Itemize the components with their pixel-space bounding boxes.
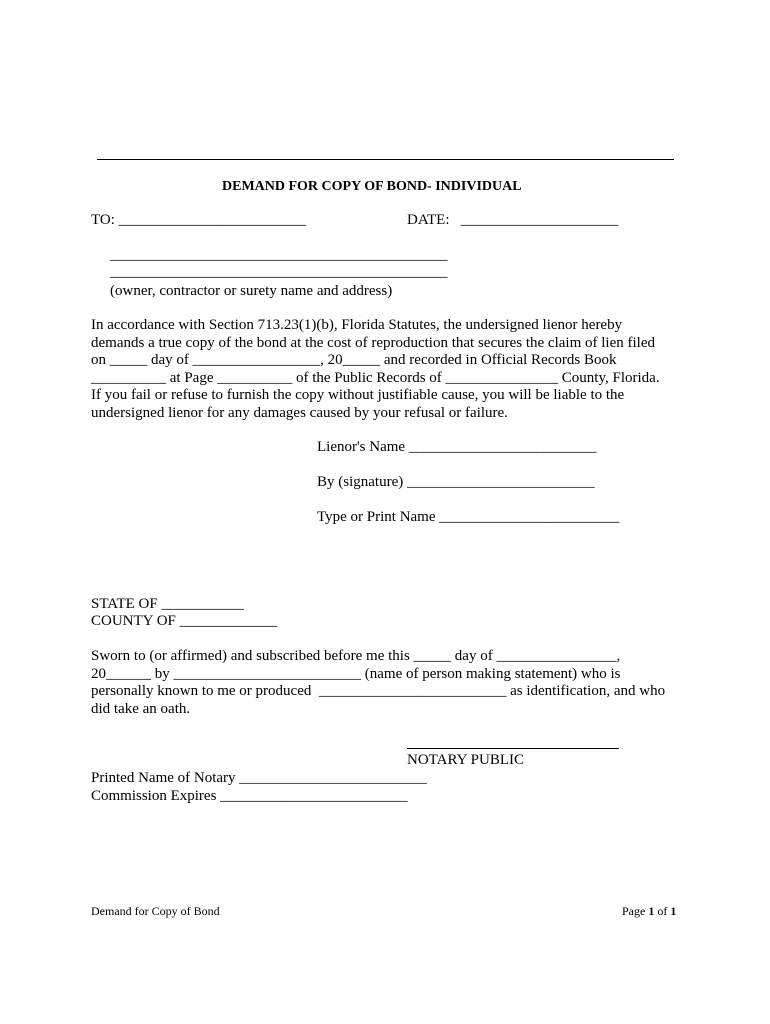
notary-signature-line [407, 748, 619, 749]
county-field: COUNTY OF _____________ [91, 613, 278, 629]
lienor-name-field: Lienor's Name _________________________ [317, 439, 597, 455]
address-blank-line-1: _____________________________________________ [110, 247, 448, 263]
jurat-paragraph [91, 648, 681, 718]
to-field: TO: _________________________ [91, 212, 307, 228]
document-title: DEMAND FOR COPY OF BOND- INDIVIDUAL [222, 179, 522, 194]
signature-field: By (signature) _________________________ [317, 474, 595, 490]
jurat-paragraph-line: personally known to me or produced _________________________ as identification, and who [91, 683, 666, 699]
demand-paragraph-line: If you fail or refuse to furnish the copy without justifiable cause, you will be liable to the [91, 387, 625, 403]
notary-public-label: NOTARY PUBLIC [407, 752, 525, 768]
state-field: STATE OF ___________ [91, 596, 244, 612]
demand-paragraph-line: demands a true copy of the bond at the cost of reproduction that secures the claim of lien filed [91, 334, 655, 351]
jurat-paragraph-line: Sworn to (or affirmed) and subscribed before me this _____ day of ________________, [91, 648, 621, 664]
address-caption: (owner, contractor or surety name and address) [110, 283, 393, 299]
demand-paragraph [91, 317, 681, 422]
demand-paragraph-line: undersigned lienor for any damages caused by your refusal or failure. [91, 404, 508, 421]
address-blank-line-2: _____________________________________________ [110, 264, 448, 280]
jurat-paragraph-line: 20______ by _________________________ (name of person making statement) who is [91, 665, 621, 682]
page-prefix: Page [622, 904, 649, 918]
footer-page-number [622, 903, 676, 921]
demand-paragraph-line: __________ at Page __________ of the Public Records of _______________ County, Florida. [91, 369, 660, 386]
page-of: of [654, 904, 671, 918]
footer-document-name: Demand for Copy of Bond [91, 904, 220, 918]
demand-paragraph-line: on _____ day of _________________, 20_____ and recorded in Official Records Book [91, 352, 617, 368]
type-or-print-name-field: Type or Print Name ________________________ [317, 509, 620, 525]
date-field: DATE: _____________________ [407, 212, 619, 228]
page-total: 1 [670, 904, 677, 918]
demand-paragraph-line: In accordance with Section 713.23(1)(b), Florida Statutes, the undersigned lienor hereby [91, 317, 623, 333]
page-current: 1 [648, 904, 655, 918]
commission-expires-field: Commission Expires _________________________ [91, 788, 408, 804]
jurat-paragraph-line: did take an oath. [91, 700, 191, 717]
header-rule [97, 159, 674, 160]
printed-name-of-notary-field: Printed Name of Notary _________________________ [91, 770, 427, 786]
